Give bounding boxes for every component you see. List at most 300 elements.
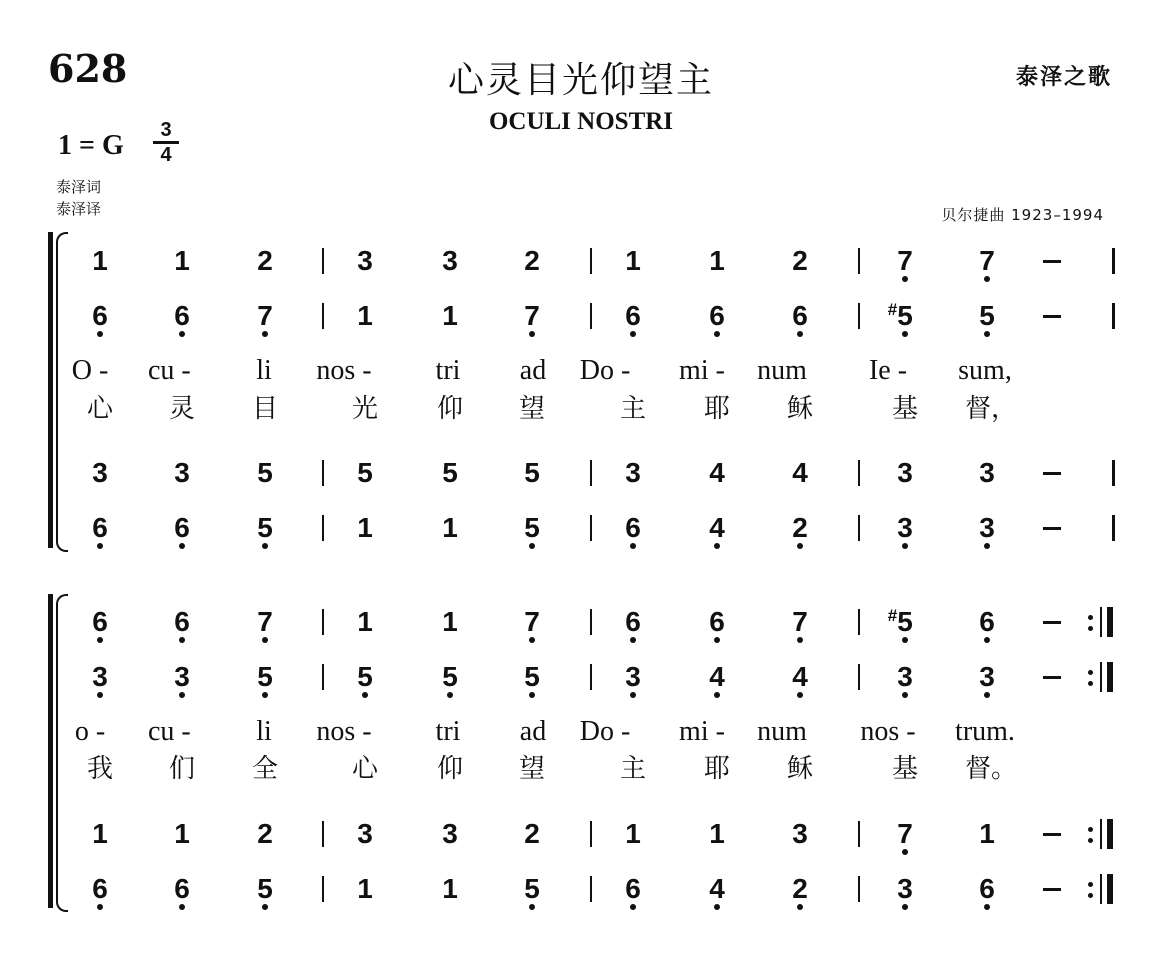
octave-dot-below <box>902 331 908 337</box>
octave-dot-below <box>984 543 990 549</box>
repeat-dot-upper <box>1088 827 1093 832</box>
note-digit: 3 <box>897 457 913 488</box>
note-digit: 2 <box>792 513 808 543</box>
note-digit: 6 <box>174 301 190 331</box>
lyric-latin-syllable: tri <box>435 355 461 386</box>
note <box>435 819 465 849</box>
lyric-chinese-char: 主 <box>619 394 646 424</box>
note <box>618 662 648 692</box>
note-digit: 1 <box>174 818 190 849</box>
note-digit: 5 <box>524 662 540 692</box>
note <box>702 513 732 543</box>
note <box>250 458 280 488</box>
bar-line <box>590 248 592 274</box>
octave-dot-below <box>714 692 720 698</box>
note-digit: 3 <box>357 818 373 849</box>
octave-dot-below <box>984 637 990 643</box>
octave-dot-below <box>529 637 535 643</box>
octave-dot-below <box>529 692 535 698</box>
repeat-thick-line <box>1107 874 1113 904</box>
bar-line <box>590 460 592 486</box>
note-digit: 5 <box>357 457 373 488</box>
lyric-chinese-char: 稣 <box>786 754 813 784</box>
note <box>702 607 732 637</box>
note-digit: 6 <box>174 874 190 904</box>
note-digit: 1 <box>357 512 373 543</box>
note-digit: 1 <box>92 245 108 276</box>
time-signature-top: 3 <box>160 119 172 141</box>
bar-line <box>322 303 324 329</box>
note <box>517 607 547 637</box>
octave-dot-below <box>902 849 908 855</box>
lyric-latin-syllable: mi - <box>679 355 725 386</box>
lyric-latin-syllable: nos - <box>860 716 916 747</box>
title-chinese: 心灵目光仰望主 <box>447 60 714 101</box>
note-digit: 5 <box>257 662 273 692</box>
repeat-thin-line <box>1100 874 1102 904</box>
lyric-chinese-char: 们 <box>168 754 195 784</box>
note-digit: 3 <box>897 662 913 692</box>
note-digit: 2 <box>524 245 540 276</box>
octave-dot-below <box>97 543 103 549</box>
note-digit: 5 # <box>897 301 913 331</box>
note <box>890 874 920 904</box>
octave-dot-below <box>714 331 720 337</box>
note-digit: 3 <box>979 513 995 543</box>
repeat-thin-line <box>1100 662 1102 692</box>
note <box>890 246 920 276</box>
note <box>702 874 732 904</box>
repeat-dot-lower <box>1088 838 1093 843</box>
note-digit: 7 <box>979 246 995 276</box>
note <box>250 301 280 331</box>
octave-dot-below <box>179 637 185 643</box>
octave-dot-below <box>902 692 908 698</box>
note-digit: 7 <box>524 607 540 637</box>
note-digit: 7 <box>897 246 913 276</box>
note <box>85 301 115 331</box>
hold-dash <box>1043 472 1061 475</box>
note-digit: 6 <box>92 607 108 637</box>
octave-dot-below <box>984 276 990 282</box>
repeat-dot-lower <box>1088 626 1093 631</box>
bar-line <box>858 515 860 541</box>
note <box>517 662 547 692</box>
note <box>517 246 547 276</box>
octave-dot-below <box>797 331 803 337</box>
lyric-latin-syllable: Do - <box>579 716 631 747</box>
lyric-latin-syllable: o - <box>74 716 106 747</box>
note <box>890 662 920 692</box>
note <box>435 874 465 904</box>
note <box>702 819 732 849</box>
note-digit: 2 <box>257 245 273 276</box>
note <box>435 301 465 331</box>
note-digit: 3 <box>625 662 641 692</box>
repeat-thick-line <box>1107 607 1113 637</box>
note-digit: 1 <box>442 512 458 543</box>
note <box>85 607 115 637</box>
note <box>250 246 280 276</box>
note <box>972 662 1002 692</box>
note-digit: 5 <box>257 457 273 488</box>
note-digit: 5 <box>524 513 540 543</box>
octave-dot-below <box>447 692 453 698</box>
lyric-chinese-char: 目 <box>251 394 278 424</box>
note <box>972 246 1002 276</box>
title-latin: OCULI NOSTRI <box>488 108 674 135</box>
note <box>435 607 465 637</box>
note-digit: 4 <box>792 662 808 692</box>
note <box>250 819 280 849</box>
note <box>890 458 920 488</box>
octave-dot-below <box>262 543 268 549</box>
note <box>887 606 920 637</box>
lyric-latin-syllable: Do - <box>579 355 631 386</box>
octave-dot-below <box>529 904 535 910</box>
note <box>618 458 648 488</box>
octave-dot-below <box>630 637 636 643</box>
lyric-latin-syllable: cu - <box>148 355 191 386</box>
note-digit: 4 <box>792 457 808 488</box>
note <box>785 819 815 849</box>
note-digit: 5 <box>442 457 458 488</box>
note-digit: 1 <box>979 818 995 849</box>
lyric-latin-syllable: li <box>256 355 272 386</box>
time-signature-bottom: 4 <box>160 144 172 166</box>
note <box>702 246 732 276</box>
octave-dot-below <box>984 904 990 910</box>
note-digit: 6 <box>92 513 108 543</box>
note <box>785 662 815 692</box>
repeat-thin-line <box>1100 819 1102 849</box>
note-digit: 6 <box>709 301 725 331</box>
note <box>785 458 815 488</box>
note-digit: 1 <box>357 606 373 637</box>
hold-dash <box>1043 260 1061 263</box>
bar-line <box>322 460 324 486</box>
octave-dot-below <box>362 692 368 698</box>
octave-dot-below <box>179 904 185 910</box>
note <box>350 458 380 488</box>
octave-dot-below <box>179 543 185 549</box>
lyric-chinese-char: 我 <box>86 754 113 784</box>
composer-credit: 贝尔捷曲 1923–1994 <box>941 206 1104 224</box>
note-digit: 4 <box>709 874 725 904</box>
note-digit: 1 <box>442 606 458 637</box>
key-signature: 1 = G <box>58 130 124 161</box>
bar-line <box>322 515 324 541</box>
note <box>167 301 197 331</box>
bar-line <box>858 876 860 902</box>
bar-line <box>590 515 592 541</box>
octave-dot-below <box>714 543 720 549</box>
note <box>972 513 1002 543</box>
note-digit: 5 <box>257 874 273 904</box>
note <box>250 513 280 543</box>
note-digit: 6 <box>92 874 108 904</box>
note <box>785 301 815 331</box>
note <box>167 607 197 637</box>
note <box>250 662 280 692</box>
lyric-latin-syllable: ad <box>519 716 547 747</box>
note-digit: 2 <box>257 818 273 849</box>
bar-line <box>858 460 860 486</box>
hold-dash <box>1043 888 1061 891</box>
note-digit: 7 <box>257 301 273 331</box>
note-digit: 3 <box>979 662 995 692</box>
bar-line <box>590 303 592 329</box>
sharp-sign: # <box>887 300 898 319</box>
note-digit: 6 <box>625 513 641 543</box>
lyric-chinese-char: 仰 <box>436 394 463 424</box>
bar-line <box>858 821 860 847</box>
note <box>350 874 380 904</box>
note <box>350 607 380 637</box>
note-digit: 5 <box>524 457 540 488</box>
note-digit: 4 <box>709 457 725 488</box>
end-bar-line <box>1112 248 1115 274</box>
note <box>702 458 732 488</box>
bar-line <box>322 664 324 690</box>
note-digit: 1 <box>357 873 373 904</box>
note-digit: 1 <box>357 300 373 331</box>
note <box>618 513 648 543</box>
note <box>167 513 197 543</box>
octave-dot-below <box>97 331 103 337</box>
note <box>972 458 1002 488</box>
note-digit: 1 <box>625 818 641 849</box>
note <box>435 458 465 488</box>
lyric-latin-syllable: num <box>757 716 807 747</box>
note <box>785 607 815 637</box>
bar-line <box>322 609 324 635</box>
bar-line <box>590 664 592 690</box>
note-digit: 3 <box>174 662 190 692</box>
note <box>702 301 732 331</box>
octave-dot-below <box>529 543 535 549</box>
lyric-chinese-char: 稣 <box>786 394 813 424</box>
lyric-chinese-char: 灵 <box>168 394 195 424</box>
note <box>435 662 465 692</box>
note <box>618 819 648 849</box>
hold-dash <box>1043 527 1061 530</box>
note-digit: 2 <box>524 818 540 849</box>
note <box>350 513 380 543</box>
note <box>785 874 815 904</box>
bar-line <box>322 248 324 274</box>
note <box>785 246 815 276</box>
note-digit: 1 <box>625 245 641 276</box>
lyric-chinese-char: 主 <box>619 754 646 784</box>
note-digit: 2 <box>792 245 808 276</box>
octave-dot-below <box>714 904 720 910</box>
octave-dot-below <box>797 543 803 549</box>
note-digit: 3 <box>174 457 190 488</box>
lyric-chinese-char: 心 <box>86 394 113 424</box>
note-digit: 6 <box>174 513 190 543</box>
octave-dot-below <box>902 276 908 282</box>
lyric-chinese-char: 全 <box>251 754 278 784</box>
note <box>85 662 115 692</box>
repeat-thick-line <box>1107 662 1113 692</box>
note-digit: 1 <box>442 873 458 904</box>
system-brace <box>56 594 68 912</box>
lyric-latin-syllable: ad <box>519 355 547 386</box>
note <box>887 300 920 331</box>
lyric-latin-syllable: num <box>757 355 807 386</box>
octave-dot-below <box>630 543 636 549</box>
hold-dash <box>1043 833 1061 836</box>
note-digit: 7 <box>792 607 808 637</box>
note <box>618 874 648 904</box>
note-digit: 5 # <box>897 607 913 637</box>
note <box>167 819 197 849</box>
hold-dash <box>1043 621 1061 624</box>
note <box>350 662 380 692</box>
bar-line <box>322 876 324 902</box>
bar-line <box>322 821 324 847</box>
time-signature <box>153 120 179 165</box>
lyric-latin-syllable: trum. <box>955 716 1015 747</box>
end-bar-line <box>1112 303 1115 329</box>
repeat-dot-lower <box>1088 681 1093 686</box>
lyric-latin-syllable: tri <box>435 716 461 747</box>
note-digit: 3 <box>897 513 913 543</box>
repeat-dot-upper <box>1088 882 1093 887</box>
octave-dot-below <box>902 904 908 910</box>
lyric-chinese-char: 心 <box>351 754 378 784</box>
lyric-latin-syllable: nos - <box>316 355 372 386</box>
note <box>972 607 1002 637</box>
octave-dot-below <box>630 692 636 698</box>
note-digit: 3 <box>792 818 808 849</box>
system-brace <box>56 232 68 552</box>
note <box>85 819 115 849</box>
note-digit: 1 <box>92 818 108 849</box>
hold-dash <box>1043 676 1061 679</box>
octave-dot-below <box>262 637 268 643</box>
octave-dot-below <box>902 637 908 643</box>
note <box>702 662 732 692</box>
octave-dot-below <box>902 543 908 549</box>
lyric-chinese-char: 督。 <box>965 754 1018 784</box>
note <box>85 246 115 276</box>
note-digit: 3 <box>92 662 108 692</box>
note-digit: 6 <box>625 874 641 904</box>
note-digit: 3 <box>442 818 458 849</box>
hold-dash <box>1043 315 1061 318</box>
note <box>167 874 197 904</box>
bar-line <box>590 821 592 847</box>
note <box>618 607 648 637</box>
note <box>972 301 1002 331</box>
lyric-chinese-char: 耶 <box>703 394 730 424</box>
octave-dot-below <box>179 331 185 337</box>
note-digit: 1 <box>442 300 458 331</box>
end-bar-line <box>1112 515 1115 541</box>
end-bar-line <box>1112 460 1115 486</box>
note-digit: 3 <box>357 245 373 276</box>
lyric-chinese-char: 督， <box>965 394 1018 424</box>
octave-dot-below <box>984 331 990 337</box>
note-digit: 5 <box>524 874 540 904</box>
note <box>350 246 380 276</box>
bar-line <box>858 248 860 274</box>
note-digit: 3 <box>442 245 458 276</box>
note <box>972 819 1002 849</box>
note <box>517 458 547 488</box>
note-digit: 5 <box>257 513 273 543</box>
octave-dot-below <box>797 904 803 910</box>
note <box>785 513 815 543</box>
note <box>517 874 547 904</box>
bar-line <box>590 876 592 902</box>
note-digit: 3 <box>979 457 995 488</box>
note <box>618 301 648 331</box>
note <box>618 246 648 276</box>
bar-line <box>858 664 860 690</box>
note-digit: 5 <box>442 662 458 692</box>
hymn-number: 628 <box>48 46 128 91</box>
note <box>350 301 380 331</box>
octave-dot-below <box>797 692 803 698</box>
octave-dot-below <box>797 637 803 643</box>
repeat-dot-upper <box>1088 615 1093 620</box>
bar-line <box>590 609 592 635</box>
lyric-chinese-char: 仰 <box>436 754 463 784</box>
lyric-latin-syllable: mi - <box>679 716 725 747</box>
octave-dot-below <box>714 637 720 643</box>
note <box>250 874 280 904</box>
note <box>972 874 1002 904</box>
octave-dot-below <box>529 331 535 337</box>
lyric-latin-syllable: nos - <box>316 716 372 747</box>
sharp-sign: # <box>887 606 898 625</box>
lyrics-credit: 泰泽词 <box>56 178 102 196</box>
bar-line <box>858 303 860 329</box>
octave-dot-below <box>97 692 103 698</box>
octave-dot-below <box>97 637 103 643</box>
note <box>517 819 547 849</box>
note <box>167 662 197 692</box>
note-digit: 6 <box>92 301 108 331</box>
lyric-latin-syllable: cu - <box>148 716 191 747</box>
lyric-latin-syllable: sum, <box>958 355 1012 386</box>
note-digit: 1 <box>709 818 725 849</box>
system-bracket <box>48 594 53 908</box>
lyric-chinese-char: 基 <box>891 394 918 424</box>
note <box>85 874 115 904</box>
bar-line <box>858 609 860 635</box>
note-digit: 5 <box>357 662 373 692</box>
note-digit: 6 <box>625 301 641 331</box>
translation-credit: 泰泽译 <box>56 200 102 218</box>
octave-dot-below <box>262 331 268 337</box>
system-bracket <box>48 232 53 548</box>
note <box>167 458 197 488</box>
note <box>250 607 280 637</box>
note-digit: 3 <box>897 874 913 904</box>
note-digit: 5 <box>979 301 995 331</box>
note-digit: 3 <box>625 457 641 488</box>
note <box>85 513 115 543</box>
note-digit: 7 <box>897 819 913 849</box>
lyric-latin-syllable: Ie - <box>868 355 908 386</box>
octave-dot-below <box>179 692 185 698</box>
note-digit: 4 <box>709 662 725 692</box>
note <box>517 301 547 331</box>
